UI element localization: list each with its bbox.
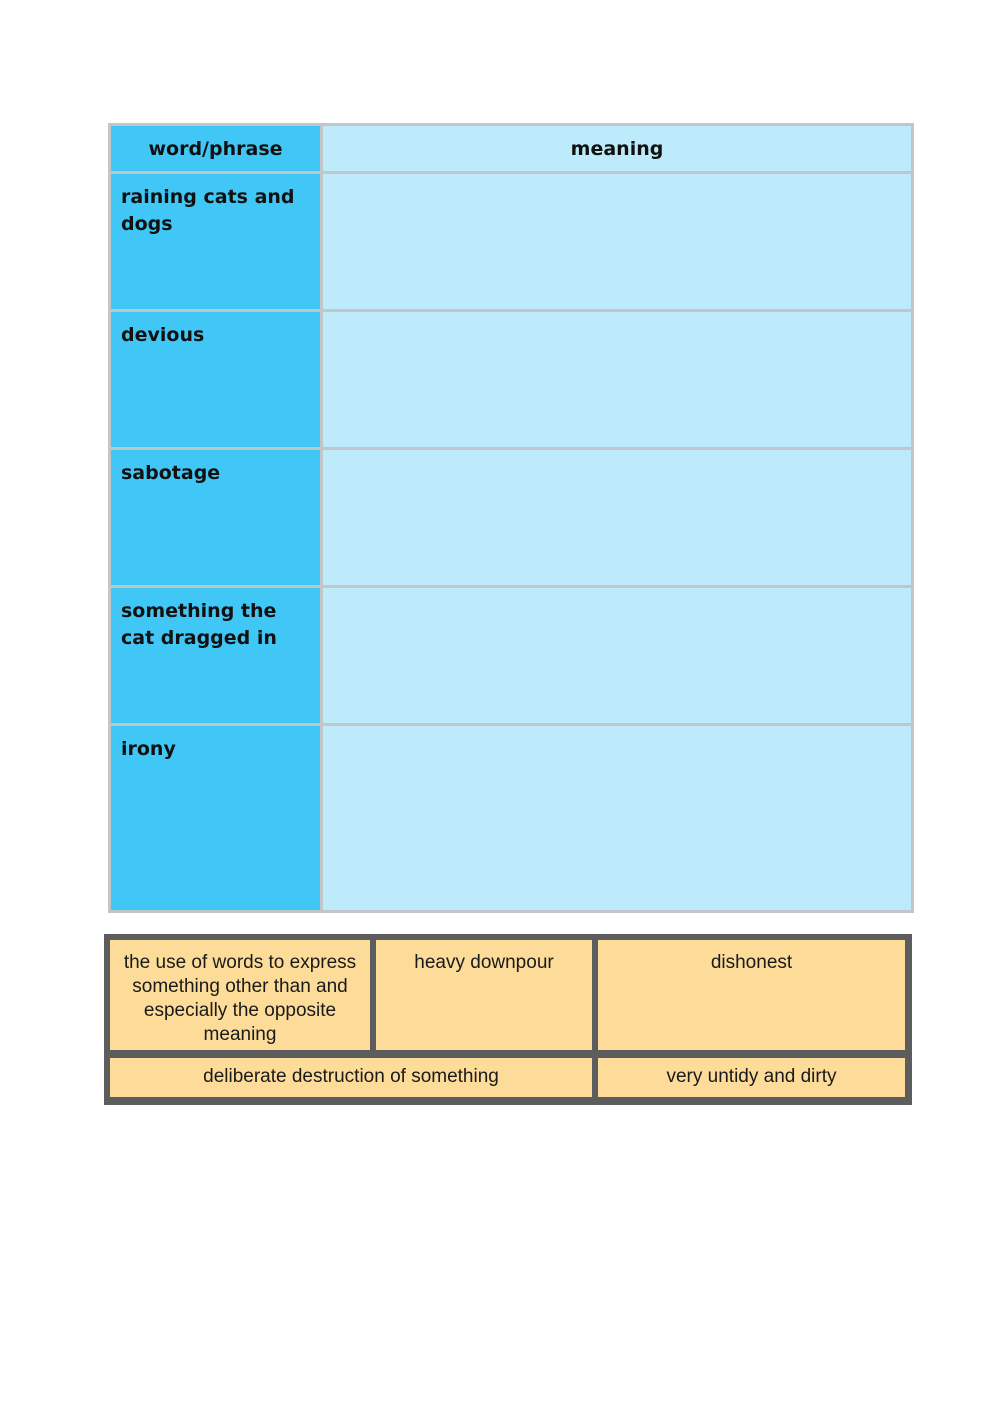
meaning-drop-zone[interactable] (322, 173, 913, 311)
table-row (110, 725, 913, 912)
draggable-answer-untidy-and-dirty[interactable]: very untidy and dirty (598, 1058, 905, 1097)
meaning-drop-zone[interactable] (322, 725, 913, 912)
header-word-phrase: word/phrase (110, 125, 322, 173)
meaning-drop-zone[interactable] (322, 587, 913, 725)
header-meaning: meaning (322, 125, 913, 173)
meaning-drop-zone[interactable] (322, 311, 913, 449)
table-row (110, 173, 913, 311)
table-row (110, 311, 913, 449)
meaning-drop-zone[interactable] (322, 449, 913, 587)
draggable-answer-irony[interactable]: the use of words to express something other than and especially the opposite meaning (110, 940, 370, 1050)
table-row (110, 449, 913, 587)
answer-options-bank (104, 934, 912, 1105)
draggable-answer-heavy-downpour[interactable]: heavy downpour (376, 940, 592, 1050)
draggable-answer-dishonest[interactable]: dishonest (598, 940, 905, 1050)
word-cell: raining cats and dogs (110, 173, 322, 311)
word-cell: something the cat dragged in (110, 587, 322, 725)
word-cell: devious (110, 311, 322, 449)
table-row (110, 587, 913, 725)
word-cell: irony (110, 725, 322, 912)
table-header-row (110, 125, 913, 173)
word-cell: sabotage (110, 449, 322, 587)
draggable-answer-deliberate-destruction[interactable]: deliberate destruction of something (110, 1058, 592, 1097)
vocabulary-table (108, 123, 914, 913)
